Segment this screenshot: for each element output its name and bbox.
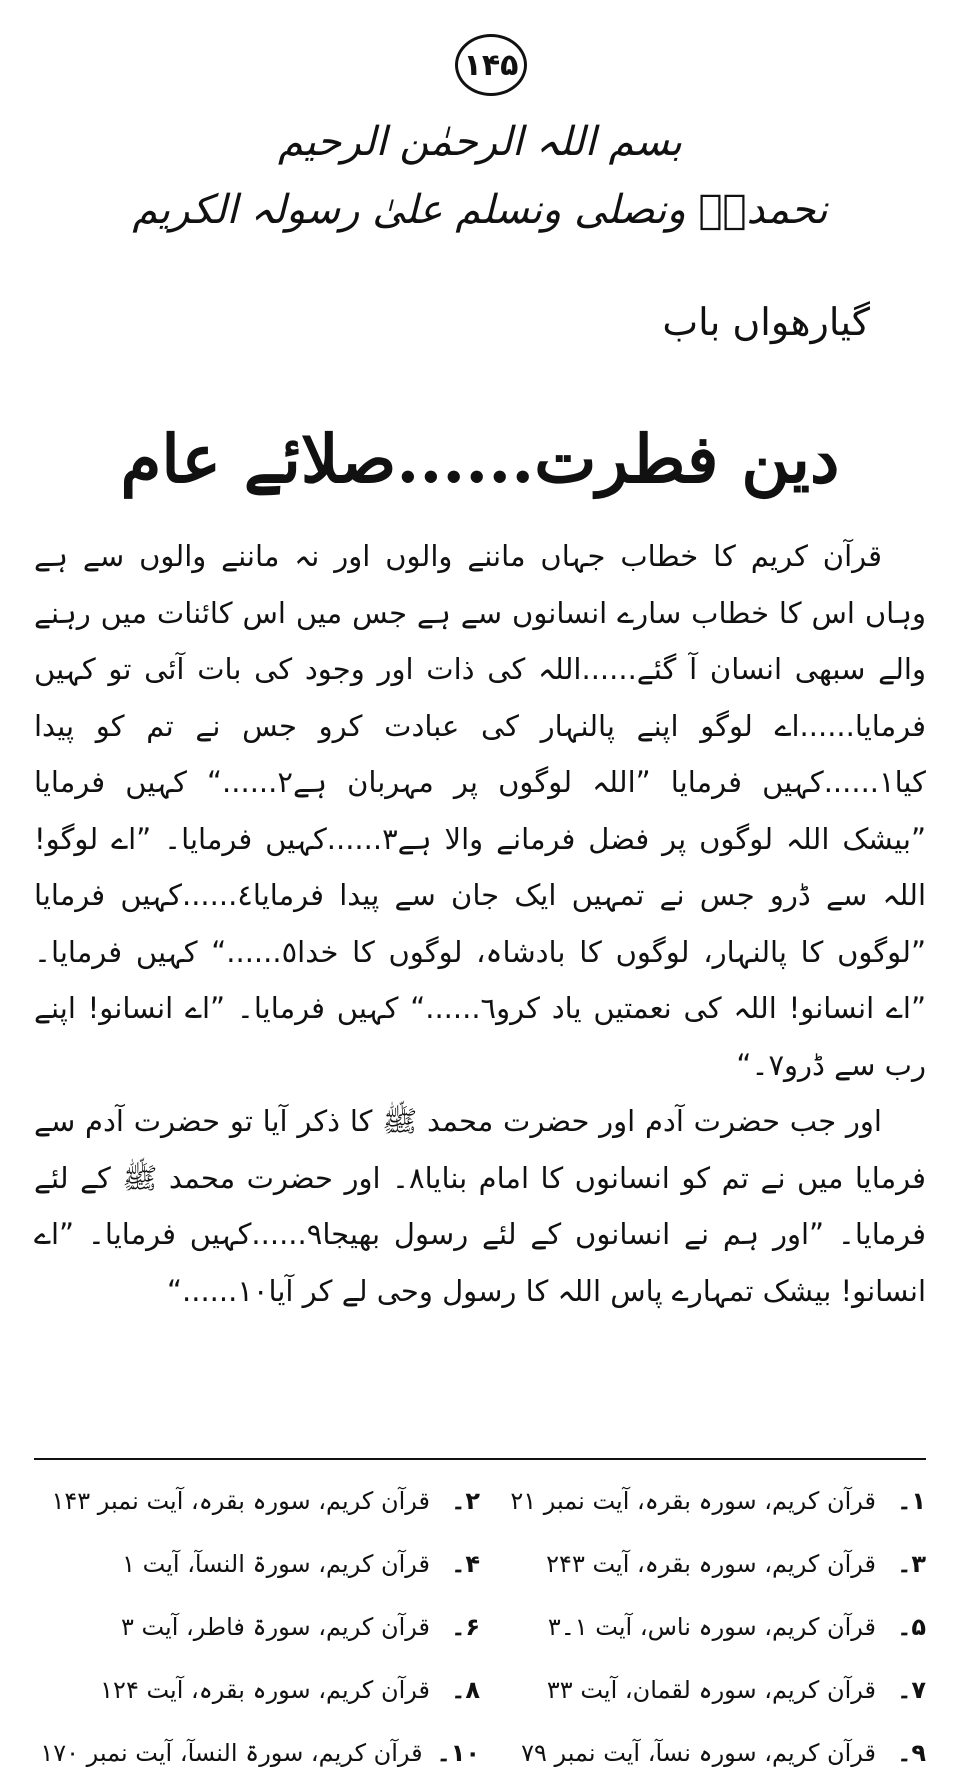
- footnote-text: قرآن کریم، سورہ ناس، آیت ۱۔۳: [547, 1613, 876, 1641]
- footnote-number: ۲۔: [451, 1487, 480, 1515]
- footnote-item: [34, 1596, 480, 1659]
- chapter-label: گیارھواں باب: [662, 300, 870, 344]
- footnote-number: ۴۔: [451, 1550, 480, 1578]
- footnote-number: ۵۔: [897, 1613, 926, 1641]
- footnote-item: [34, 1470, 480, 1533]
- footnote-item: [480, 1533, 926, 1596]
- footnote-text: قرآن کریم، سورہ بقرہ، آیت نمبر ۱۴۳: [51, 1487, 430, 1515]
- footnote-text: قرآن کریم، سورہ بقرہ، آیت ۱۲۴: [100, 1676, 430, 1704]
- invocation-line-2: نحمدہٗ ونصلی ونسلم علیٰ رسولہ الکریم: [132, 187, 828, 233]
- footnote-number: ۱۰۔: [436, 1739, 480, 1767]
- paragraph-2: اور جب حضرت آدم اور حضرت محمد ﷺ کا ذکر آیا تو حضرت آدم سے فرمایا میں نے تم کو انسانوں کا امام بنایا٨۔ اور حضرت محمد ﷺ کے لئے فرمایا۔ ”اور ہم نے انسانوں کے لئے رسول بھیجا٩......کہیں فرمایا۔ ”اے انسانو! بیشک تمہارے پاس اللہ کا رسول وحی لے کر آیا١٠......“: [34, 1104, 926, 1308]
- footnote-divider: [34, 1458, 926, 1460]
- footnote-text: قرآن کریم، سورۃ النسآ، آیت نمبر ۱۷۰: [40, 1739, 423, 1767]
- footnote-item: [480, 1470, 926, 1533]
- footnote-number: ۳۔: [897, 1550, 926, 1578]
- footnote-item: [480, 1722, 926, 1785]
- footnote-number: ۶۔: [451, 1613, 480, 1641]
- footnote-text: قرآن کریم، سورہ بقرہ، آیت نمبر ۲۱: [510, 1487, 876, 1515]
- invocation: [0, 108, 960, 244]
- invocation-line-1: بسم اللہ الرحمٰن الرحیم: [277, 119, 683, 165]
- chapter-title: دین فطرت......صلائے عام: [120, 420, 840, 498]
- paragraph-1: قرآن کریم کا خطاب جہاں ماننے والوں اور نہ ماننے والوں سے ہے وہاں اس کا خطاب سارے انسانوں سے ہے جس میں اس کائنات میں رہنے والے سبھی انسان آ گئے......اللہ کی ذات اور وجود کی بات آئی تو کہیں فرمایا......اے لوگو اپنے پالنہار کی عبادت کرو جس نے تم کو پیدا کیا١......کہیں فرمایا ”اللہ لوگوں پر مہربان ہے٢......“ کہیں فرمایا ”بیشک اللہ لوگوں پر فضل فرمانے والا ہے٣......کہیں فرمایا۔ ”اے لوگو! اللہ سے ڈرو جس نے تمہیں ایک جان سے پیدا فرمایا٤......کہیں فرمایا ”لوگوں کا پالنہار، لوگوں کا بادشاہ، لوگوں کا خدا٥......“ کہیں فرمایا۔ ”اے انسانو! اللہ کی نعمتیں یاد کرو٦......“ کہیں فرمایا۔ ”اے انسانو! اپنے رب سے ڈرو٧۔“: [34, 539, 926, 1082]
- footnote-number: ۷۔: [897, 1676, 926, 1704]
- footnote-text: قرآن کریم، سورۃ النسآ، آیت ۱: [122, 1550, 430, 1578]
- footnote-item: [34, 1722, 480, 1785]
- footnote-item: [34, 1659, 480, 1722]
- page-number: ۱۴۵: [455, 34, 527, 96]
- footnote-text: قرآن کریم، سورۃ فاطر، آیت ۳: [120, 1613, 430, 1641]
- footnote-item: [34, 1533, 480, 1596]
- footnote-text: قرآن کریم، سورہ لقمان، آیت ۳۳: [546, 1676, 876, 1704]
- footnotes: [34, 1470, 926, 1785]
- footnote-text: قرآن کریم، سورہ بقرہ، آیت ۲۴۳: [546, 1550, 876, 1578]
- footnote-number: ۱۔: [897, 1487, 926, 1515]
- footnote-item: [480, 1659, 926, 1722]
- body-text: [34, 528, 926, 1319]
- footnote-number: ۹۔: [897, 1739, 926, 1767]
- footnote-item: [480, 1596, 926, 1659]
- footnote-text: قرآن کریم، سورہ نسآ، آیت نمبر ۷۹: [521, 1739, 876, 1767]
- footnote-number: ۸۔: [451, 1676, 480, 1704]
